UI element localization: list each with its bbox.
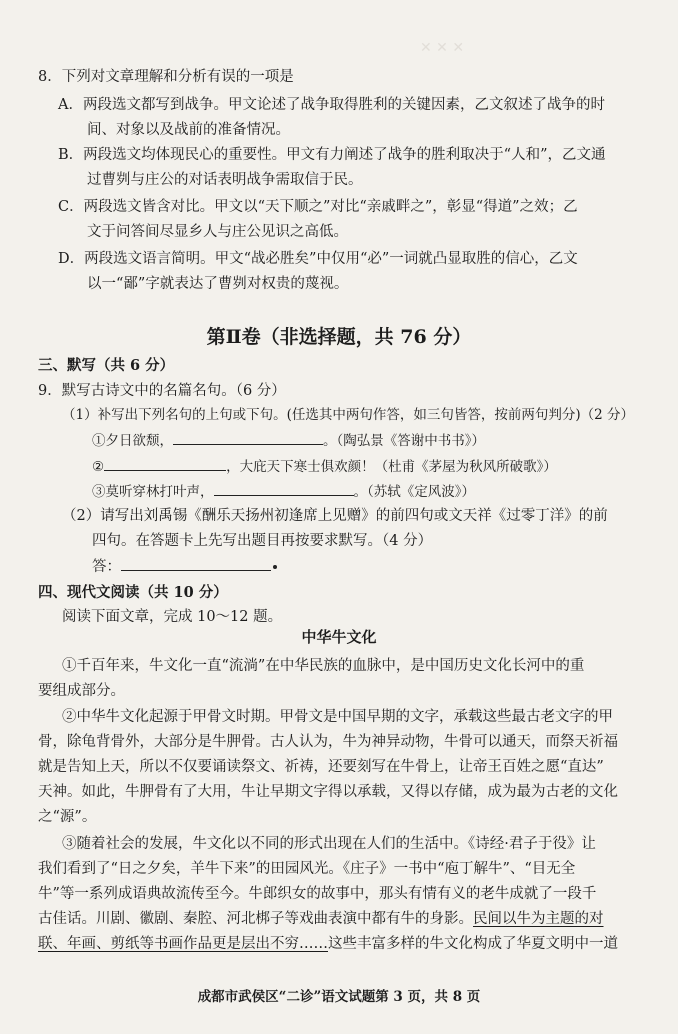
para-3-underlined-2: 联、年画、剪纸等书画作品更是层出不穷……	[38, 936, 328, 952]
para-2-line-2: 骨，除龟背骨外，大部分是牛胛骨。古人认为，牛为神异动物，牛骨可以通天，而祭天祈福	[38, 734, 618, 750]
para-3-line-4-text: 古佳话。川剧、徽剧、秦腔、河北梆子等戏曲表演中都有牛的身影。	[38, 911, 473, 927]
para-3-line-3: 牛”等一系列成语典故流传至今。牛郎织女的故事中，那头有情有义的老牛成就了一段千	[38, 886, 597, 902]
para-3-line-2: 我们看到了“日之夕矣，羊牛下来”的田园风光。《庄子》一书中“庖丁解牛”、“目无全	[38, 861, 576, 877]
answer-blank-4[interactable]	[121, 556, 271, 571]
section-2-title: 第Ⅱ卷（非选择题，共 76 分）	[206, 326, 472, 348]
para-2-line-5: 之“源”。	[38, 809, 97, 825]
q8-option-c-cont: 文于问答间尽显乡人与庄公见识之高低。	[87, 224, 348, 240]
answer-blank-3[interactable]	[214, 481, 354, 496]
para-3-line-5	[38, 934, 618, 954]
q8-option-a-cont: 间、对象以及战前的准备情况。	[87, 122, 290, 138]
q8-option-b: B．两段选文均体现民心的重要性。甲文有力阐述了战争的胜利取决于“人和”，乙文通	[58, 147, 606, 163]
q8-option-d-cont: 以一“鄙”字就表达了曹刿对权贵的蔑视。	[87, 276, 349, 292]
q9-stem: 9．默写古诗文中的名篇名句。（6 分）	[38, 383, 286, 399]
q9-line-1-source: 。（陶弘景《答谢中书书》）	[323, 433, 485, 449]
para-3-line-4	[38, 909, 604, 929]
para-2-line-1: ②中华牛文化起源于甲骨文时期。甲骨文是中国早期的文字，承载这些最古老文字的甲	[62, 709, 613, 725]
answer-line	[92, 556, 277, 577]
para-3-underlined-1: 民间以牛为主题的对	[473, 911, 604, 927]
q9-line-2-prompt: ②	[92, 459, 105, 475]
q9-part-2-cont: 四句。在答题卡上先写出题目再按要求默写。（4 分）	[92, 533, 433, 549]
q9-line-3-prompt: ③莫听穿林打叶声，	[92, 484, 214, 500]
q9-line-3-source: 。（苏轼《定风波》）	[353, 484, 475, 500]
q9-part-1: （1）补写出下列名句的上句或下句。(任选其中两句作答，如三句皆答，按前两句判分)（2 分）	[62, 407, 635, 423]
para-2-line-4: 天神。如此，牛胛骨有了大用，牛让早期文字得以承载，又得以存储，成为最为古老的文化	[38, 784, 618, 800]
answer-blank-2[interactable]	[104, 456, 226, 471]
period-dot	[273, 565, 277, 569]
para-1-line-2: 要组成部分。	[38, 683, 125, 699]
q9-line-2	[92, 456, 557, 477]
para-3-line-5-text: 这些丰富多样的牛文化构成了华夏文明中一道	[328, 936, 618, 952]
q8-option-c: C．两段选文皆含对比。甲文以“天下顺之”对比“亲戚畔之”，彰显“得道”之效；乙	[58, 199, 578, 215]
q8-option-d: D．两段选文语言简明。甲文“战必胜矣”中仅用“必”一词就凸显取胜的信心，乙文	[58, 251, 578, 267]
bleed-through-text: ✕ ✕ ✕	[420, 40, 465, 56]
q8-option-b-cont: 过曹刿与庄公的对话表明战争需取信于民。	[87, 172, 363, 188]
q9-line-1-prompt: ①夕日欲颓，	[92, 433, 173, 449]
section-3-heading: 三、默写（共 6 分）	[38, 357, 175, 374]
article-title: 中华牛文化	[301, 628, 377, 646]
para-3-line-1: ③随着社会的发展，牛文化以不同的形式出现在人们的生活中。《诗经·君子于役》让	[62, 836, 596, 852]
reading-intro: 阅读下面文章，完成 10～12 题。	[62, 609, 283, 625]
q9-line-2-source: ，大庇天下寒士俱欢颜！（杜甫《茅屋为秋风所破歌》）	[226, 459, 557, 475]
q8-option-a: A．两段选文都写到战争。甲文论述了战争取得胜利的关键因素，乙文叙述了战争的时	[58, 97, 605, 113]
answer-blank-1[interactable]	[173, 430, 323, 445]
q9-line-3	[92, 481, 475, 502]
para-1-line-1: ①千百年来，牛文化一直“流淌”在中华民族的血脉中，是中国历史文化长河中的重	[62, 658, 585, 674]
answer-label: 答：	[92, 559, 121, 575]
q8-stem: 8．下列对文章理解和分析有误的一项是	[38, 69, 294, 85]
para-2-line-3: 就是告知上天，所以不仅要诵读祭文、祈祷，还要刻写在牛骨上，让帝王百姓之愿“直达”	[38, 759, 604, 775]
q9-part-2: （2）请写出刘禹锡《酬乐天扬州初逢席上见赠》的前四句或文天祥《过零丁洋》的前	[62, 508, 608, 524]
q9-line-1	[92, 430, 485, 451]
page-footer: 成都市武侯区“二诊”语文试题第 3 页，共 8 页	[197, 989, 481, 1005]
section-4-heading: 四、现代文阅读（共 10 分）	[38, 584, 228, 601]
